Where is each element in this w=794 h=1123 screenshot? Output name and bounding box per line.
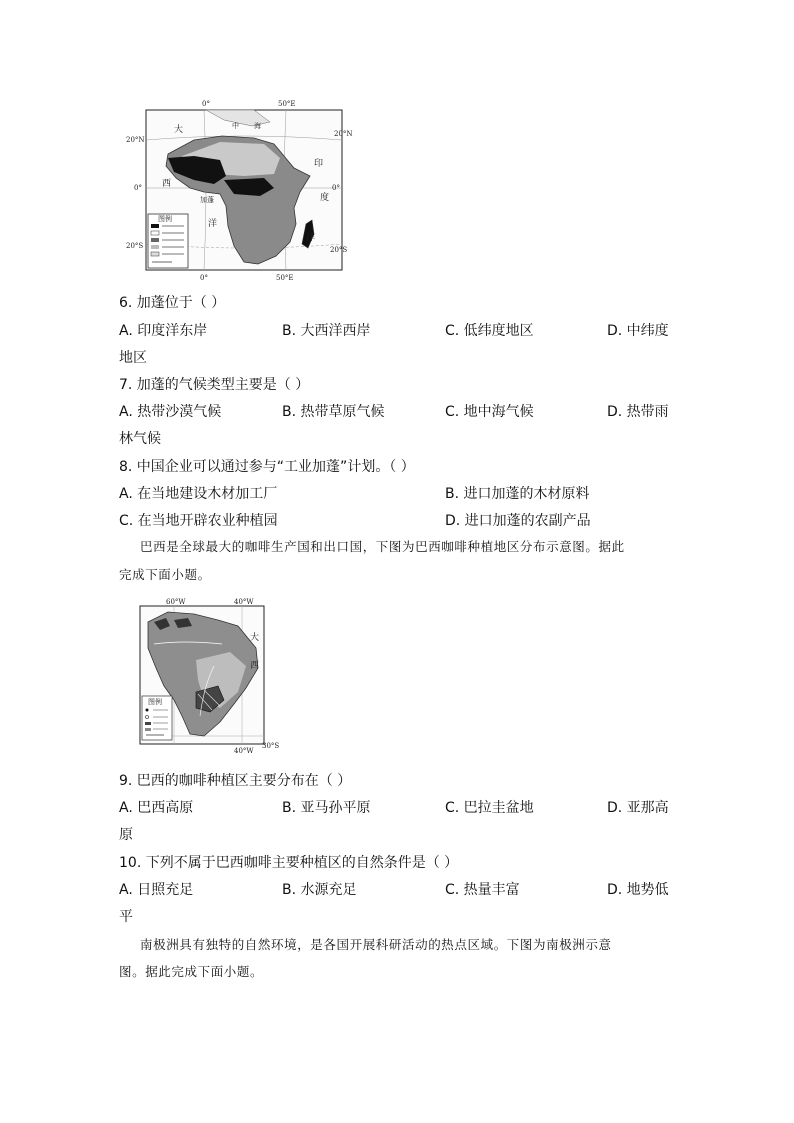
lat-label-0-right: 0°: [332, 184, 340, 192]
question-7-stem: 7. 加蓬的气候类型主要是（ ）: [119, 377, 310, 393]
africa-climate-map: [124, 96, 356, 286]
lon-label-60w: 60°W: [166, 598, 186, 606]
ocean-char-da: 大: [250, 633, 260, 643]
q6-option-d-wrap: 地区: [119, 350, 147, 366]
q8-option-b[interactable]: B. 进口加蓬的木材原料: [445, 486, 590, 502]
ocean-char-da: 大: [174, 125, 184, 135]
lon-label-0-bottom: 0°: [200, 274, 208, 282]
ocean-char-yang: 洋: [208, 219, 218, 229]
q6-option-d[interactable]: D. 中纬度: [607, 323, 669, 339]
lon-label-0-top: 0°: [202, 100, 210, 108]
q6-option-b[interactable]: B. 大西洋西岸: [282, 323, 371, 339]
lat-label-20n-left: 20°N: [126, 136, 145, 144]
question-10-stem: 10. 下列不属于巴西咖啡主要种植区的自然条件是（ ）: [119, 855, 459, 871]
q9-option-d-wrap: 原: [119, 827, 133, 843]
ocean-char-yang2: 洋: [306, 233, 316, 243]
antarctica-intro-line2: 图。据此完成下面小题。: [119, 964, 264, 979]
ocean-char-du: 度: [320, 193, 330, 203]
q10-option-b[interactable]: B. 水源充足: [282, 882, 357, 898]
q9-option-a[interactable]: A. 巴西高原: [119, 800, 194, 816]
ocean-char-xi: 西: [250, 661, 260, 671]
place-zhong: 中: [232, 122, 239, 130]
lon-label-50e-top: 50°E: [278, 100, 296, 108]
q10-option-d-wrap: 平: [119, 909, 133, 925]
lon-label-40w-bottom: 40°W: [234, 747, 254, 755]
legend-title: 图例: [148, 698, 162, 706]
q7-option-b[interactable]: B. 热带草原气候: [282, 404, 385, 420]
brazil-intro-line2: 完成下面小题。: [119, 567, 211, 582]
legend-title: 图例: [158, 215, 172, 223]
lat-label-30s: 30°S: [262, 742, 280, 750]
antarctica-intro-line1: 南极洲具有独特的自然环境，是各国开展科研活动的热点区域。下图为南极洲示意: [140, 937, 612, 952]
question-8-stem: 8. 中国企业可以通过参与“工业加蓬”计划。（ ）: [119, 459, 415, 475]
place-gabon: 加蓬: [200, 196, 214, 204]
q10-option-d[interactable]: D. 地势低: [607, 882, 669, 898]
ocean-char-yin: 印: [314, 159, 324, 169]
question-6-stem: 6. 加蓬位于（ ）: [119, 295, 226, 311]
q9-option-d[interactable]: D. 亚那高: [607, 800, 669, 816]
lat-label-0-left: 0°: [134, 184, 142, 192]
brazil-intro-line1: 巴西是全球最大的咖啡生产国和出口国，下图为巴西咖啡种植地区分布示意图。据此: [140, 539, 625, 554]
q6-option-a[interactable]: A. 印度洋东岸: [119, 323, 208, 339]
q8-option-c[interactable]: C. 在当地开辟农业种植园: [119, 513, 278, 529]
q7-option-d-wrap: 林气候: [119, 431, 161, 447]
lat-label-20n-right: 20°N: [334, 130, 353, 138]
q9-option-c[interactable]: C. 巴拉圭盆地: [445, 800, 534, 816]
q8-option-a[interactable]: A. 在当地建设木材加工厂: [119, 486, 278, 502]
lon-label-40w-top: 40°W: [234, 598, 254, 606]
lon-label-50e-bottom: 50°E: [276, 274, 294, 282]
place-hai: 海: [254, 122, 261, 130]
lat-label-20s-left: 20°S: [126, 242, 144, 250]
q7-option-a[interactable]: A. 热带沙漠气候: [119, 404, 222, 420]
q10-option-a[interactable]: A. 日照充足: [119, 882, 194, 898]
q9-option-b[interactable]: B. 亚马孙平原: [282, 800, 371, 816]
brazil-coffee-map: [134, 596, 284, 756]
q6-option-c[interactable]: C. 低纬度地区: [445, 323, 534, 339]
question-9-stem: 9. 巴西的咖啡种植区主要分布在（ ）: [119, 773, 352, 789]
q8-option-d[interactable]: D. 进口加蓬的农副产品: [445, 513, 591, 529]
lat-label-20s-right: 20°S: [330, 246, 348, 254]
q7-option-d[interactable]: D. 热带雨: [607, 404, 669, 420]
ocean-char-xi: 西: [162, 179, 172, 189]
q10-option-c[interactable]: C. 热量丰富: [445, 882, 520, 898]
q7-option-c[interactable]: C. 地中海气候: [445, 404, 534, 420]
